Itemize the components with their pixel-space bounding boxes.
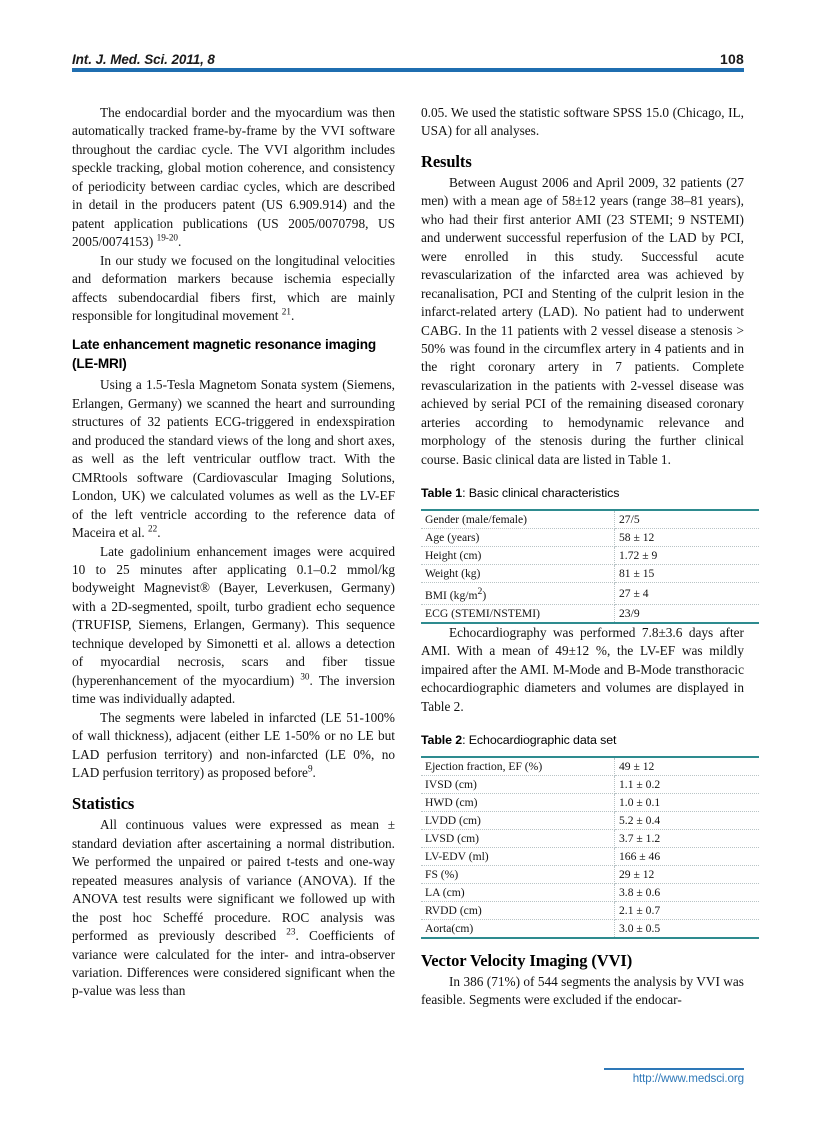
table1-caption-label: Table 1	[421, 486, 463, 501]
paragraph-echocardiography: Echocardiography was performed 7.8±3.6 days after AMI. With a mean of 49±12 %, the LV-EF was mildly impaired after the AMI. M-Mode and B-Mode transthoracic echocardiographic diameters and volumes are displayed in Table 2.	[421, 624, 744, 714]
table-cell-label: Weight (kg)	[421, 565, 615, 583]
table1-caption-text: : Basic clinical characteristics	[462, 486, 620, 501]
header-rule	[72, 68, 744, 72]
table-row	[421, 919, 759, 937]
paragraph-text: All continuous values were expressed as mean ± standard deviation after ascertaining a normal distribution. We performed the unpaired or paired t-tests and one-way repeated measures analysis of variance (ANOVA). If the ANOVA test results were significant we followed up with the post hoc Scheffé procedure. ROC analysis was performed as previously described	[72, 817, 395, 944]
table-cell-value: 1.1 ± 0.2	[615, 776, 760, 794]
paragraph-spss-software: 0.05. We used the statistic software SPSS 15.0 (Chicago, IL, USA) for all analyses.	[421, 105, 744, 139]
table-cell-label: ECG (STEMI/NSTEMI)	[421, 604, 615, 622]
table1-body	[421, 510, 759, 623]
table-cell-value: 3.0 ± 0.5	[619, 921, 661, 935]
table-cell-label: Age (years)	[421, 529, 615, 547]
journal-citation: Int. J. Med. Sci. 2011, 8	[72, 51, 215, 67]
table-basic-clinical-characteristics	[421, 509, 759, 624]
paragraph-endocardial-border	[72, 104, 395, 252]
left-column	[72, 104, 395, 1001]
table-row	[421, 565, 759, 583]
table-row	[421, 865, 759, 883]
table-row	[421, 776, 759, 794]
paragraph-gadolinium-enhancement	[72, 543, 395, 709]
paragraph-text: Late gadolinium enhancement images were acquired 10 to 25 minutes after applicating 0.1–0.2 mmol/kg bodyweight Magnevist® (Bayer, Leverkusen, Germany) with a 2D-segmented, spoilt, turbo gradient echo sequence (TRUFISP, Siemens, Erlangen, Germany). This sequence technique developed by Simonetti et al. allows a detection of myocardial necrosis, scars and fiber tissue (hyperenhancement of the myocardium)	[72, 543, 395, 688]
table-cell-label: Ejection fraction, EF (%)	[421, 757, 615, 775]
reference-marker: 30	[300, 671, 310, 682]
paragraph-text: The endocardial border and the myocardium was then automatically tracked frame-by-frame by the VVI software throughout the cardiac cycle. The VVI algorithm includes speckle tracking, global motion coherence, and consistency of periodicity between cardiac cycles, which are described in detail in the producers patent (US 6.909.914) and the patent application publications (US 2005/0070798, US 2005/0074153)	[72, 105, 395, 250]
table-cell-value: 49 ± 12	[615, 757, 760, 775]
table-cell-value: 27 ± 4	[615, 583, 760, 605]
table-cell-value: 81 ± 15	[615, 565, 760, 583]
table-cell-label: HWD (cm)	[421, 794, 615, 812]
table-cell-value: 29 ± 12	[615, 865, 760, 883]
paragraph-segment-labeling	[72, 709, 395, 783]
reference-marker: 21	[281, 306, 291, 317]
reference-marker: 19-20	[156, 232, 179, 243]
right-column	[421, 104, 744, 1010]
table-cell-label: LV-EDV (ml)	[421, 847, 615, 865]
paragraph-tail: .	[157, 525, 161, 541]
table-cell-value: 5.2 ± 0.4	[615, 812, 760, 830]
page-number: 108	[720, 51, 744, 67]
table-cell-value: 166 ± 46	[615, 847, 760, 865]
table-cell-value: 3.8 ± 0.6	[615, 883, 760, 901]
paragraph-magnetom-sonata	[72, 376, 395, 542]
table-cell-label: IVSD (cm)	[421, 776, 615, 794]
table-cell-value: 1.72 ± 9	[615, 547, 760, 565]
paragraph-tail: . The inversion time was individually adapted.	[72, 672, 395, 707]
table-cell-label: Aorta(cm)	[421, 919, 615, 937]
unit-superscript: 2	[477, 585, 483, 597]
running-head	[72, 40, 744, 66]
table-row	[421, 604, 759, 622]
table-row	[421, 812, 759, 830]
table-row	[421, 794, 759, 812]
table2-body	[421, 757, 759, 938]
table-cell-label: FS (%)	[421, 865, 615, 883]
reference-marker: 9	[307, 763, 313, 774]
paragraph-tail: . Coefficients of variance were calculated for the inter- and intra-observer variation. Differences were considered significant when the p-value was less than	[72, 928, 395, 999]
paragraph-statistics-methods	[72, 816, 395, 1001]
paragraph-tail: .	[178, 234, 182, 250]
table-cell-label: Gender (male/female)	[421, 510, 615, 528]
table-row	[421, 757, 759, 775]
footer-rule	[604, 1068, 744, 1070]
table-row	[421, 510, 759, 528]
table-row	[421, 529, 759, 547]
table-cell-label: LVSD (cm)	[421, 829, 615, 847]
table-echocardiographic-data-set	[421, 756, 759, 939]
paragraph-vvi-feasibility: In 386 (71%) of 544 segments the analysis by VVI was feasible. Segments were excluded if the endocar-	[421, 973, 744, 1008]
table-cell-value: 3.7 ± 1.2	[615, 829, 760, 847]
table-row	[421, 547, 759, 565]
paragraph-text: Using a 1.5-Tesla Magnetom Sonata system (Siemens, Erlangen, Germany) we scanned the heart and surrounding structures of 32 patients ECG-triggered in endexspiration and produced the standard views of the long and short axes, as well as the left ventricular outflow tract. With the CMRtools software (Cardiovascular Imaging Solutions, London, UK) we calculated volumes as well as the LV-EF of the left ventricle according to the reference data of Maceira et al.	[72, 377, 395, 541]
paragraph-tail: .	[312, 764, 316, 780]
table-cell-value: 58 ± 12	[615, 529, 760, 547]
table-row	[421, 829, 759, 847]
heading-late-enhancement-mri: Late enhancement magnetic resonance imaging (LE-MRI)	[72, 337, 377, 371]
table-cell-value: 27/5	[615, 510, 760, 528]
table-row	[421, 847, 759, 865]
table-cell-value: 23/9	[619, 606, 640, 620]
paragraph-longitudinal-velocities	[72, 252, 395, 326]
paragraph-tail: .	[290, 307, 295, 323]
table-row	[421, 901, 759, 919]
table-cell-value: 1.0 ± 0.1	[615, 794, 760, 812]
heading-statistics: Statistics	[72, 794, 135, 814]
table-row	[421, 583, 759, 605]
paragraph-patient-cohort: Between August 2006 and April 2009, 32 patients (27 men) with a mean age of 58±12 years (range 38–81 years), who had their first anterior AMI (23 STEMI; 9 NSTEMI) and underwent successful reperfusion of the LAD by PCI, were enrolled in this study. Successful acute revascularization of the infarcted area was achieved by recanalisation, PCI and Stenting of the culprit lesion in the infarct-related artery (LAD). No patient had to underwent CABG. In the 11 patients with 2 vessel disease a stenosis > 50% was found in the circumflex artery in 4 patients and in the right coronary artery in 7 patients. Complete revascularization in the patients with 2-vessel disease was achieved by serial PCI of the remaining diseased coronary arteries according to hemodynamic relevance and morphology of the stenosis during the further clinical course. Basic clinical data are listed in Table 1.	[421, 174, 744, 467]
reference-marker: 22	[148, 523, 158, 534]
paragraph-text: The segments were labeled in infarcted (LE 51-100% of wall thickness), adjacent (either LE 1-50% or no LE but LAD perfusion territory) and non-infarcted (LE 0%, no LAD perfusion territory) as proposed before	[72, 709, 395, 780]
paragraph-text: In our study we focused on the longitudinal velocities and deformation markers because ischemia especially affects subendocardial fibers first, which are mainly responsible for longitudinal movement	[72, 252, 395, 323]
table-cell-label: RVDD (cm)	[421, 901, 615, 919]
heading-results: Results	[421, 151, 472, 171]
table-cell-label: BMI $(kg/m^2)$	[421, 583, 615, 605]
table-cell-label: LVDD (cm)	[421, 812, 615, 830]
table-cell-label: LA (cm)	[421, 883, 615, 901]
footer-link[interactable]: http://www.medsci.org	[632, 1072, 744, 1085]
table2-caption-text: : Echocardiographic data set	[462, 733, 617, 748]
reference-marker: 23	[286, 926, 296, 937]
table2-caption-label: Table 2	[421, 733, 463, 748]
table-row	[421, 883, 759, 901]
table2-caption	[421, 732, 744, 749]
table1-caption	[421, 485, 744, 502]
table-cell-label: Height (cm)	[421, 547, 615, 565]
heading-vector-velocity-imaging: Vector Velocity Imaging (VVI)	[421, 950, 633, 970]
table-cell-value: 2.1 ± 0.7	[615, 901, 760, 919]
